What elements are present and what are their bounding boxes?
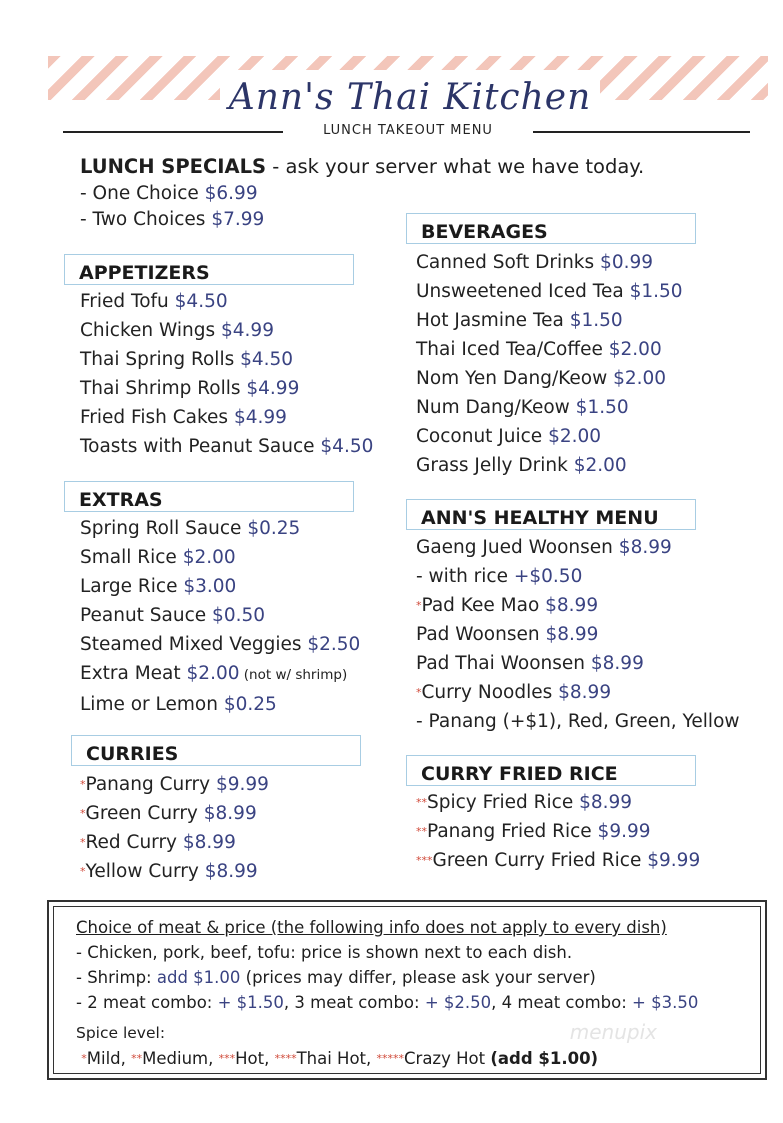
menu-item: *Red Curry $8.99 — [80, 832, 236, 853]
menu-item: Gaeng Jued Woonsen $8.99 — [416, 537, 672, 558]
menu-item: Large Rice $3.00 — [80, 576, 237, 597]
curries-list — [80, 770, 269, 886]
title-box — [220, 70, 600, 124]
menu-item: **Spicy Fried Rice $8.99 — [416, 792, 633, 813]
menu-item: Thai Shrimp Rolls $4.99 — [80, 378, 300, 399]
healthy-list — [416, 533, 740, 736]
menu-item: *Pad Kee Mao $8.99 — [416, 595, 599, 616]
meat-line-2: - Shrimp: add $1.00 (prices may differ, please ask your server) — [76, 968, 596, 987]
specials-list — [80, 181, 264, 233]
menu-item: *Panang Curry $9.99 — [80, 774, 269, 795]
meat-choice-heading: Choice of meat & price (the following info does not apply to every dish) — [76, 918, 667, 937]
healthy-header: ANN'S HEALTHY MENU — [406, 499, 696, 530]
meat-line-3: - 2 meat combo: + $1.50, 3 meat combo: + $2.50, 4 meat combo: + $3.50 — [76, 993, 699, 1012]
menu-item: Spring Roll Sauce $0.25 — [80, 518, 301, 539]
menu-item: *Curry Noodles $8.99 — [416, 682, 612, 703]
menu-item: Unsweetened Iced Tea $1.50 — [416, 281, 683, 302]
menu-item: Toasts with Peanut Sauce $4.50 — [80, 436, 374, 457]
appetizers-header: APPETIZERS — [64, 254, 354, 285]
fried-rice-header: CURRY FRIED RICE — [406, 755, 696, 786]
menu-item: - with rice +$0.50 — [416, 566, 583, 587]
menu-item: ***Green Curry Fried Rice $9.99 — [416, 850, 701, 871]
menu-item: - Two Choices $7.99 — [80, 209, 265, 230]
specials-section — [80, 152, 644, 182]
watermark: menupix — [569, 1020, 657, 1044]
appetizers-list — [80, 287, 373, 461]
divider-right — [533, 131, 750, 133]
menu-item: Hot Jasmine Tea $1.50 — [416, 310, 623, 331]
specials-title: LUNCH SPECIALS — [80, 155, 267, 178]
menu-item: *Yellow Curry $8.99 — [80, 861, 258, 882]
menu-item: Pad Thai Woonsen $8.99 — [416, 653, 644, 674]
menu-item: Steamed Mixed Veggies $2.50 — [80, 634, 361, 655]
menu-item: Coconut Juice $2.00 — [416, 426, 602, 447]
menu-subtitle: LUNCH TAKEOUT MENU — [323, 123, 493, 138]
menu-item: Nom Yen Dang/Keow $2.00 — [416, 368, 667, 389]
menu-item: Chicken Wings $4.99 — [80, 320, 274, 341]
extras-header: EXTRAS — [64, 481, 354, 512]
menu-item: Lime or Lemon $0.25 — [80, 694, 277, 715]
meat-price-info-box — [47, 900, 767, 1080]
divider-left — [63, 131, 283, 133]
curries-header: CURRIES — [71, 735, 361, 766]
fried-rice-list — [416, 788, 700, 875]
menu-item: Peanut Sauce $0.50 — [80, 605, 266, 626]
spice-levels: *Mild, **Medium, ***Hot, ****Thai Hot, *****Crazy Hot (add $1.00) — [81, 1049, 599, 1068]
menu-item: Grass Jelly Drink $2.00 — [416, 455, 627, 476]
menu-item: Thai Iced Tea/Coffee $2.00 — [416, 339, 662, 360]
menu-item: Small Rice $2.00 — [80, 547, 236, 568]
menu-item: - Panang (+$1), Red, Green, Yellow — [416, 711, 740, 732]
menu-item: Pad Woonsen $8.99 — [416, 624, 599, 645]
spice-level-title: Spice level: — [76, 1024, 166, 1042]
specials-note: - ask your server what we have today. — [266, 155, 645, 178]
menu-item: Thai Spring Rolls $4.50 — [80, 349, 294, 370]
menu-item: - One Choice $6.99 — [80, 183, 258, 204]
menu-item: Fried Fish Cakes $4.99 — [80, 407, 287, 428]
beverages-list — [416, 248, 683, 480]
menu-item: Fried Tofu $4.50 — [80, 291, 228, 312]
restaurant-title: Ann's Thai Kitchen — [228, 76, 592, 118]
extras-list — [80, 514, 360, 719]
menu-item: **Panang Fried Rice $9.99 — [416, 821, 651, 842]
meat-line-1: - Chicken, pork, beef, tofu: price is shown next to each dish. — [76, 943, 573, 962]
menu-item: *Green Curry $8.99 — [80, 803, 257, 824]
beverages-header: BEVERAGES — [406, 213, 696, 244]
menu-item: Num Dang/Keow $1.50 — [416, 397, 629, 418]
menu-item: Extra Meat $2.00 (not w/ shrimp) — [80, 663, 348, 684]
menu-item: Canned Soft Drinks $0.99 — [416, 252, 654, 273]
meat-price-info-inner — [53, 906, 761, 1074]
